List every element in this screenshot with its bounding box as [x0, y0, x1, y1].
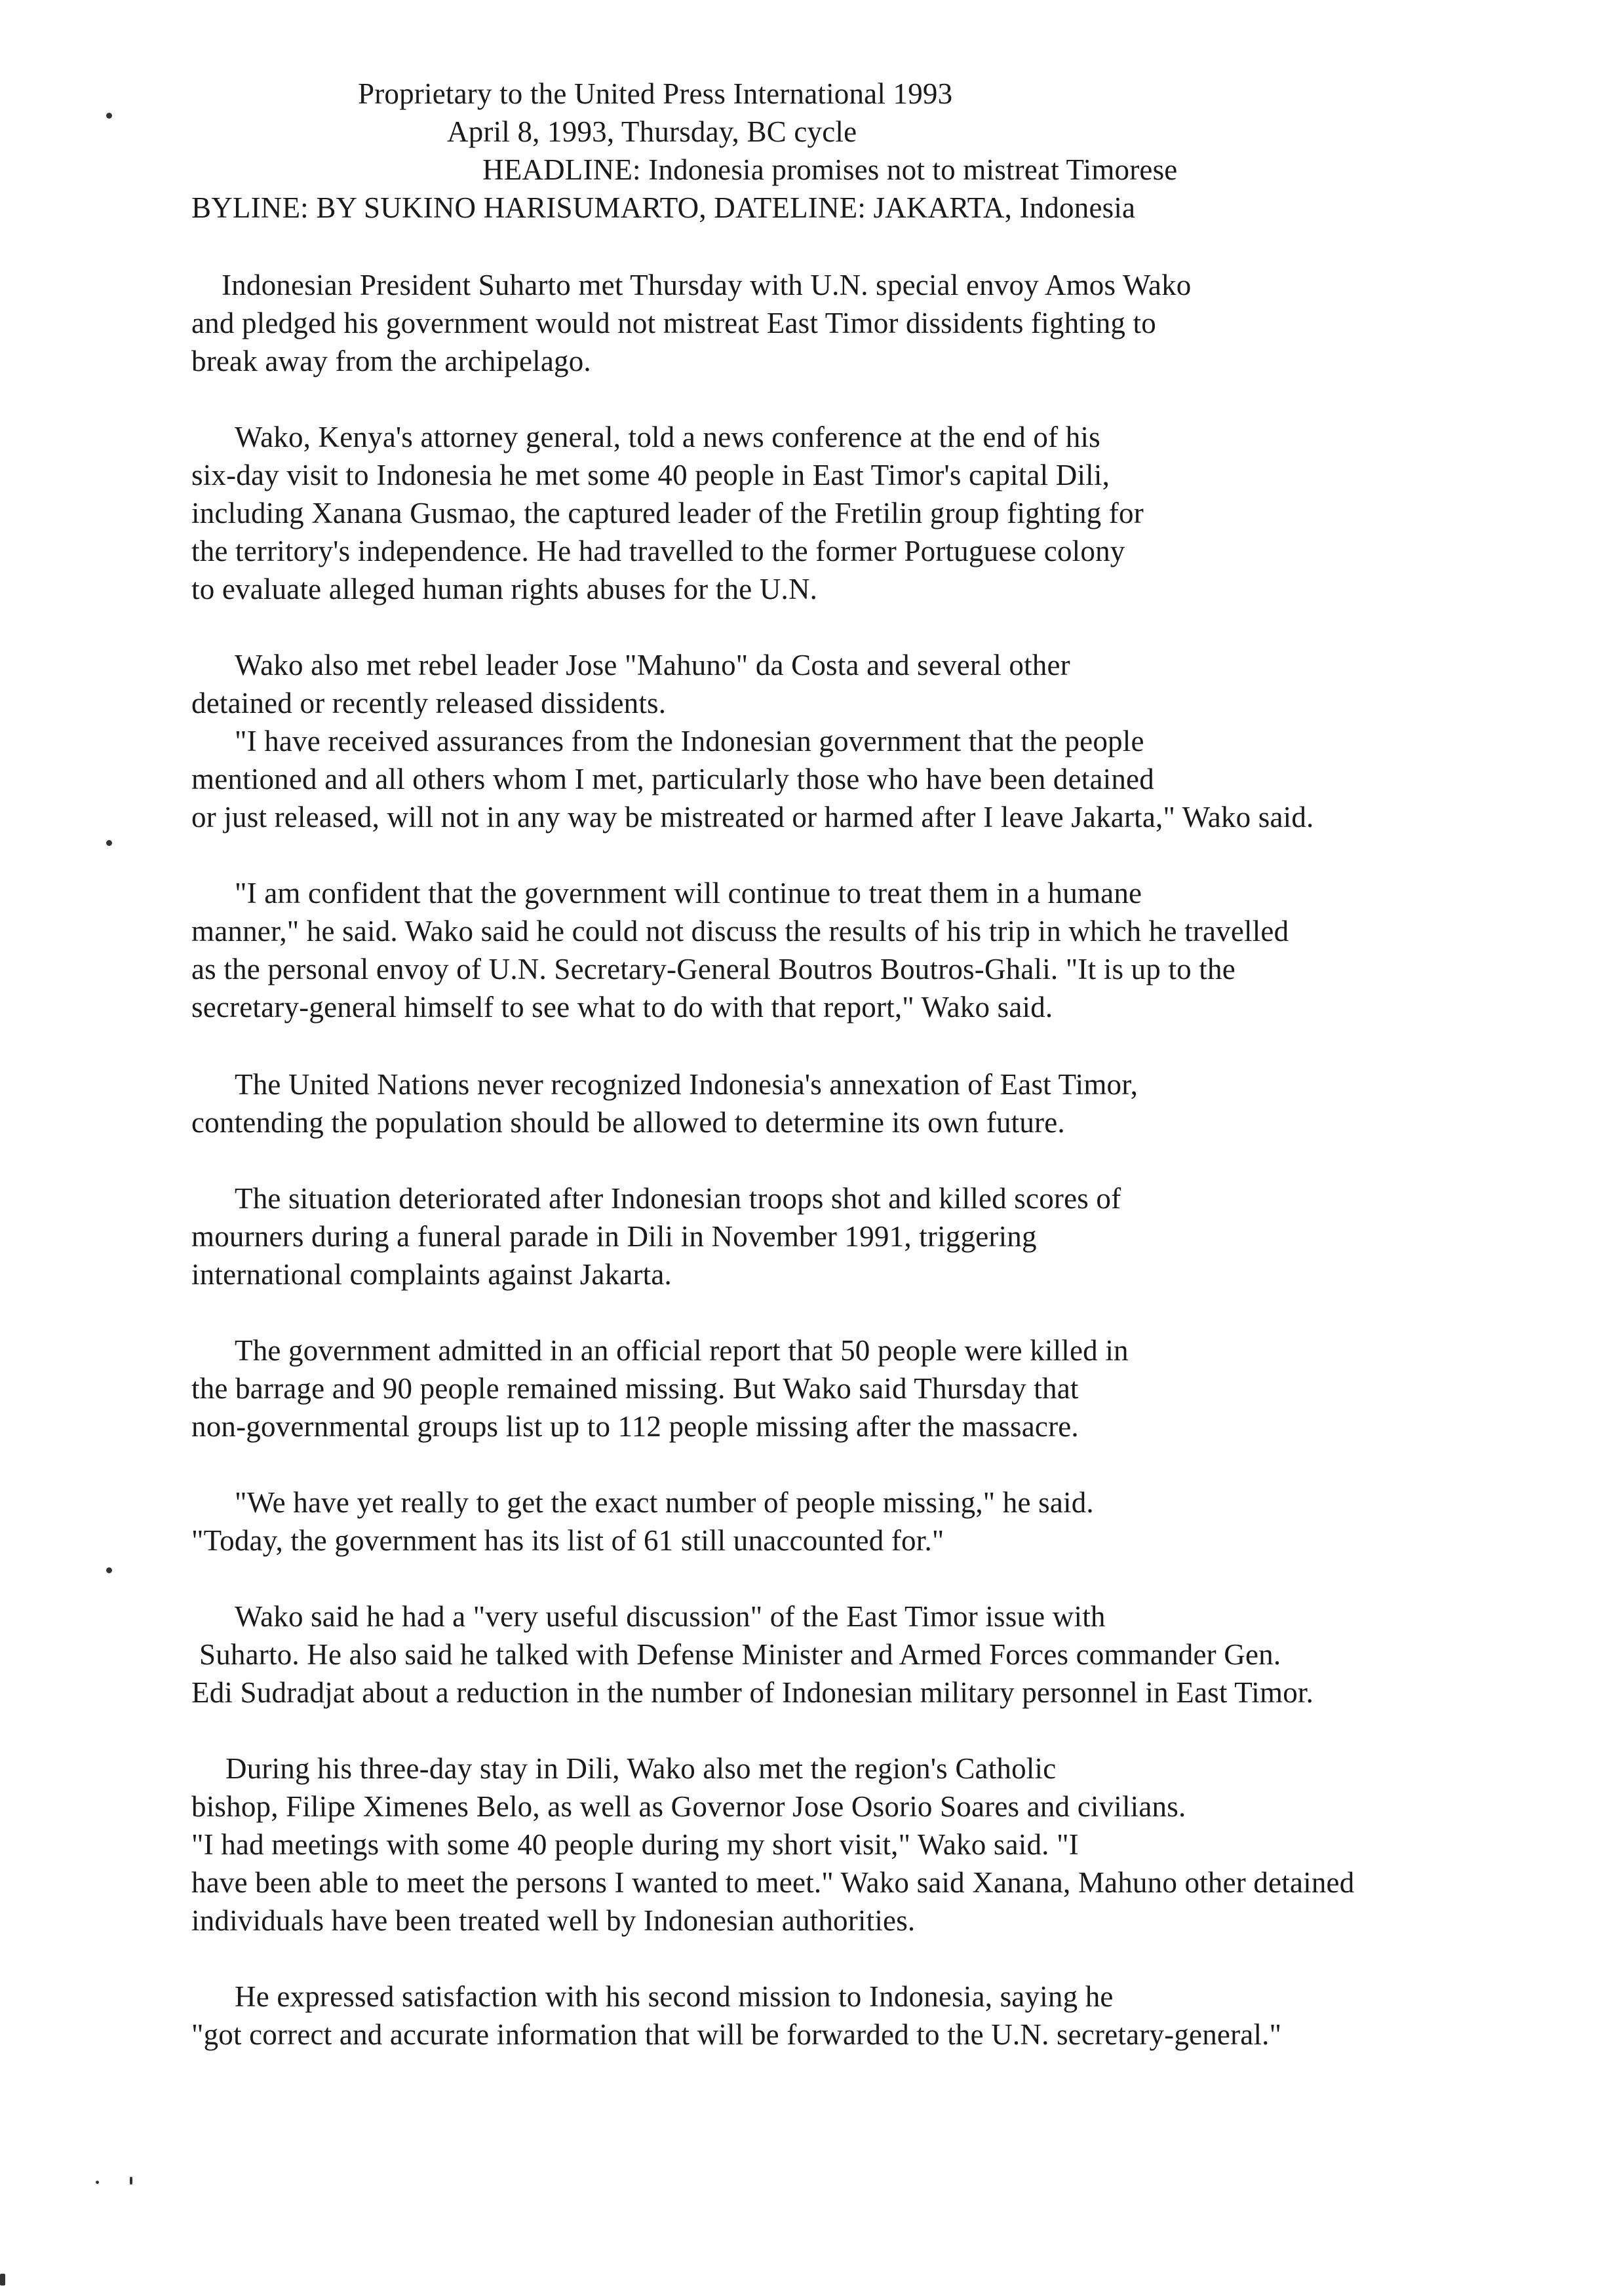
scan-mark	[106, 113, 112, 119]
body-line: "got correct and accurate information that will be forwarded to the U.N. secretary-general."	[191, 2018, 1282, 2051]
body-line: including Xanana Gusmao, the captured leader of the Fretilin group fighting for	[191, 497, 1144, 529]
body-line: "I have received assurances from the Indonesian government that the people	[235, 725, 1144, 757]
byline: BYLINE: BY SUKINO HARISUMARTO, DATELINE: JAKARTA, Indonesia	[191, 191, 1136, 224]
body-line: individuals have been treated well by Indonesian authorities.	[191, 1904, 916, 1937]
body-line: manner," he said. Wako said he could not discuss the results of his trip in which he travelled	[191, 915, 1289, 947]
body-line: Wako said he had a "very useful discussion" of the East Timor issue with	[235, 1600, 1106, 1633]
body-line: detained or recently released dissidents.	[191, 687, 667, 719]
body-line: have been able to meet the persons I wanted to meet." Wako said Xanana, Mahuno other detained	[191, 1866, 1355, 1899]
body-line: secretary-general himself to see what to do with that report," Wako said.	[191, 991, 1053, 1024]
body-line: "Today, the government has its list of 61 still unaccounted for."	[191, 1524, 944, 1557]
body-line: international complaints against Jakarta.	[191, 1258, 672, 1291]
scan-mark	[106, 1567, 112, 1573]
scan-mark	[106, 840, 112, 846]
body-line: Wako, Kenya's attorney general, told a news conference at the end of his	[235, 421, 1100, 453]
body-line: six-day visit to Indonesia he met some 40 people in East Timor's capital Dili,	[191, 459, 1110, 491]
scan-mark	[0, 2274, 5, 2286]
body-line: and pledged his government would not mistreat East Timor dissidents fighting to	[191, 307, 1156, 339]
body-line: the barrage and 90 people remained missing. But Wako said Thursday that	[191, 1372, 1079, 1405]
body-line: break away from the archipelago.	[191, 345, 591, 377]
scan-mark	[130, 2177, 132, 2185]
body-line: Edi Sudradjat about a reduction in the number of Indonesian military personnel in East Timor.	[191, 1676, 1314, 1709]
body-line: contending the population should be allowed to determine its own future.	[191, 1106, 1065, 1139]
body-line: "I had meetings with some 40 people during my short visit," Wako said. "I	[191, 1828, 1079, 1861]
body-line: as the personal envoy of U.N. Secretary-General Boutros Boutros-Ghali. "It is up to the	[191, 953, 1236, 985]
body-line: Wako also met rebel leader Jose "Mahuno" da Costa and several other	[235, 649, 1070, 681]
proprietary-notice: Proprietary to the United Press International 1993	[358, 77, 953, 110]
body-line: During his three-day stay in Dili, Wako also met the region's Catholic	[225, 1752, 1057, 1785]
body-line: non-governmental groups list up to 112 people missing after the massacre.	[191, 1410, 1079, 1443]
body-line: mourners during a funeral parade in Dili in November 1991, triggering	[191, 1220, 1037, 1253]
body-line: or just released, will not in any way be mistreated or harmed after I leave Jakarta," Wako said.	[191, 801, 1314, 833]
body-line: The United Nations never recognized Indonesia's annexation of East Timor,	[235, 1068, 1138, 1101]
body-line: He expressed satisfaction with his second mission to Indonesia, saying he	[235, 1980, 1114, 2013]
body-line: Indonesian President Suharto met Thursday with U.N. special envoy Amos Wako	[222, 269, 1192, 301]
body-line: mentioned and all others whom I met, particularly those who have been detained	[191, 763, 1154, 795]
date-line: April 8, 1993, Thursday, BC cycle	[447, 115, 857, 148]
body-line: The government admitted in an official report that 50 people were killed in	[235, 1334, 1129, 1367]
body-line: the territory's independence. He had travelled to the former Portuguese colony	[191, 535, 1125, 567]
body-line: to evaluate alleged human rights abuses for the U.N.	[191, 573, 818, 605]
scan-mark	[96, 2181, 99, 2184]
headline: HEADLINE: Indonesia promises not to mistreat Timorese	[482, 153, 1178, 186]
body-line: The situation deteriorated after Indonesian troops shot and killed scores of	[235, 1182, 1121, 1215]
body-line: bishop, Filipe Ximenes Belo, as well as Governor Jose Osorio Soares and civilians.	[191, 1790, 1186, 1823]
body-line: Suharto. He also said he talked with Defense Minister and Armed Forces commander Gen.	[199, 1638, 1281, 1671]
body-line: "We have yet really to get the exact number of people missing," he said.	[235, 1486, 1094, 1519]
body-line: "I am confident that the government will continue to treat them in a humane	[235, 877, 1142, 909]
